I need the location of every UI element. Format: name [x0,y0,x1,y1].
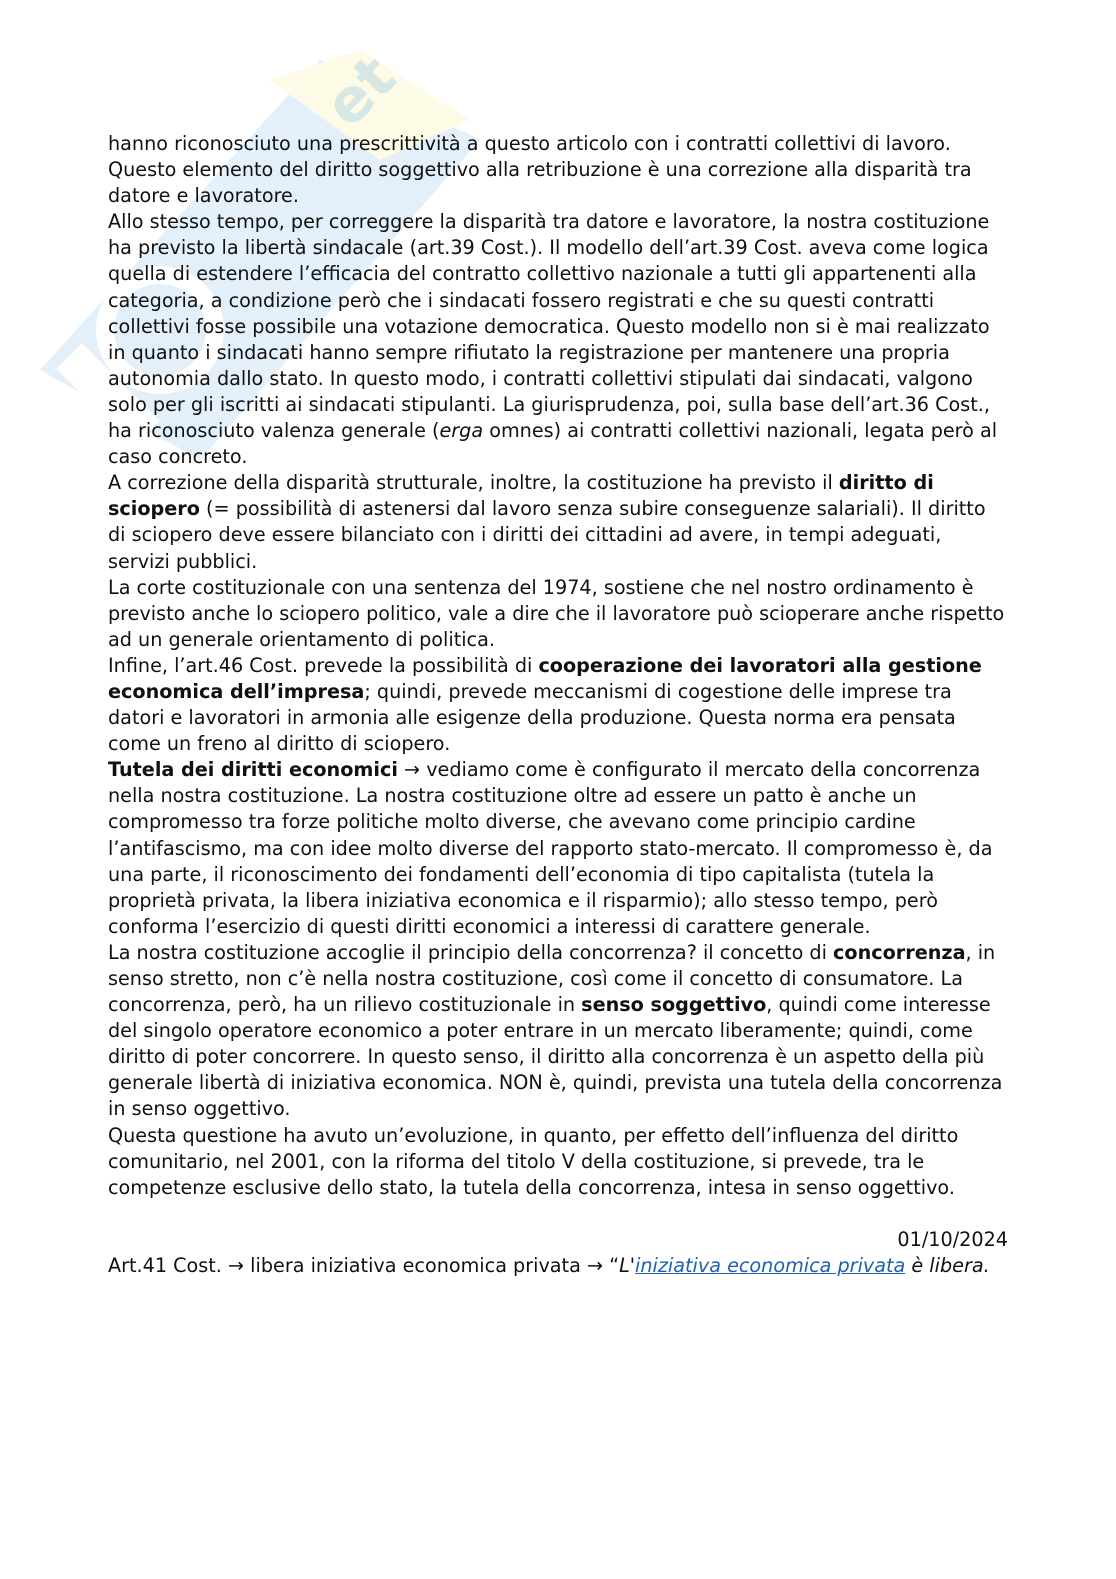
link-iniziativa-economica[interactable]: iniziativa economica privata [635,1253,906,1277]
bold-diritto-sciopero: diritto di sciopero [108,471,934,521]
paragraph-concorrenza: La nostra costituzione accoglie il principio della concorrenza? il concetto di concorrenza, in senso stretto, non c’è nella nostra costituzione, così come il concetto di consumatore. La concorrenza, però, ha un rilievo costituzionale in senso soggettivo, quindi come interesse del singolo operatore economico a poter entrare in un mercato liberamente; quindi, come diritto di poter concorrere. In questo senso, il diritto alla concorrenza è un aspetto della più generale libertà di iniziativa economica. NON è, quindi, prevista una tutela della concorrenza in senso oggettivo. [108,940,1003,1121]
arrow-icon: → [397,758,427,782]
bold-concorrenza: concorrenza [833,940,966,964]
paragraph-liberta-sindacale: Allo stesso tempo, per correggere la disparità tra datore e lavoratore, la nostra costituzione ha previsto la libertà sindacale (art.39 Cost.). Il modello dell’art.39 Cost. aveva come logica quella di estendere l’efficacia del contratto collettivo nazionale a tutti gli appartenenti alla categoria, a condizione però che i sindacati fossero registrati e che su questi contratti collettivi fosse possibile una votazione democratica. Questo modello non si è mai realizzato in quanto i sindacati hanno sempre rifiutato la registrazione per mantenere una propria autonomia dallo stato. In questo modo, i contratti collettivi stipulati dai sindacati, valgono solo per gli iscritti ai sindacati stipulanti. La giurisprudenza, poi, sulla base dell’art.36 Cost., ha riconosciuto valenza generale (erga omnes) ai contratti collettivi nazionali, legata però al caso concreto. [108,210,998,469]
bold-senso-soggettivo: senso soggettivo [581,993,767,1017]
paragraph-diritti-economici: Tutela dei diritti economici → vediamo come è configurato il mercato della concorrenza nella nostra costituzione. La nostra costituzione oltre ad essere un patto è anche un compromesso tra forze politiche molto diverse, che avevano come principio cardine l’antifascismo, ma con idee molto diverse del rapporto stato-mercato. Il compromesso è, da una parte, il riconoscimento dei fondamenti dell’economia di tipo capitalista (tutela la proprietà privata, la libera iniziativa economica e il risparmio); allo stesso tempo, però conforma l’esercizio di questi diritti economici a interessi di carattere generale. [108,758,993,938]
italic-erga: erga [439,419,484,443]
watermark-text: et [311,42,410,141]
paragraph-art46: Infine, l’art.46 Cost. prevede la possibilità di cooperazione dei lavoratori alla gestione economica dell’impresa; quindi, prevede meccanismi di cogestione delle imprese tra datori e lavoratori in armonia alle esigenze della produzione. Questa norma era pensata come un freno al diritto di sciopero. [108,653,982,756]
paragraph-corte-costituzionale: La corte costituzionale con una sentenza del 1974, sostiene che nel nostro ordinamento è previsto anche lo sciopero politico, vale a dire che il lavoratore può scioperare anche rispetto ad un generale orientamento di politica. [108,575,1005,651]
paragraph-evoluzione: Questa questione ha avuto un’evoluzione, in quanto, per effetto dell’influenza del diritto comunitario, nel 2001, con la riforma del titolo V della costituzione, si prevede, tra le competenze esclusive dello stato, la tutela della concorrenza, intesa in senso oggettivo. [108,1123,959,1199]
paragraph-contratti: hanno riconosciuto una prescrittività a questo articolo con i contratti collettivi di lavoro. Questo elemento del diritto soggettivo alla retribuzione è una correzione alla disparità tra datore e lavoratore. [108,132,972,208]
date-label: 01/10/2024 [897,1227,1008,1251]
bold-tutela-diritti-economici: Tutela dei diritti economici [108,758,398,782]
document-page [108,131,1008,1279]
bold-cooperazione: cooperazione dei lavoratori alla gestione economica dell’impresa [108,653,982,703]
paragraph-sciopero: A correzione della disparità strutturale, inoltre, la costituzione ha previsto il diritto di sciopero (= possibilità di astenersi dal lavoro senza subire conseguenze salariali). Il diritto di sciopero deve essere bilanciato con i diritti dei cittadini ad avere, in tempi adeguati, servizi pubblici. [108,471,986,573]
paragraph-art41: Art.41 Cost. → libera iniziativa economica privata → “L'iniziativa economica privata è libera. [108,1253,990,1277]
